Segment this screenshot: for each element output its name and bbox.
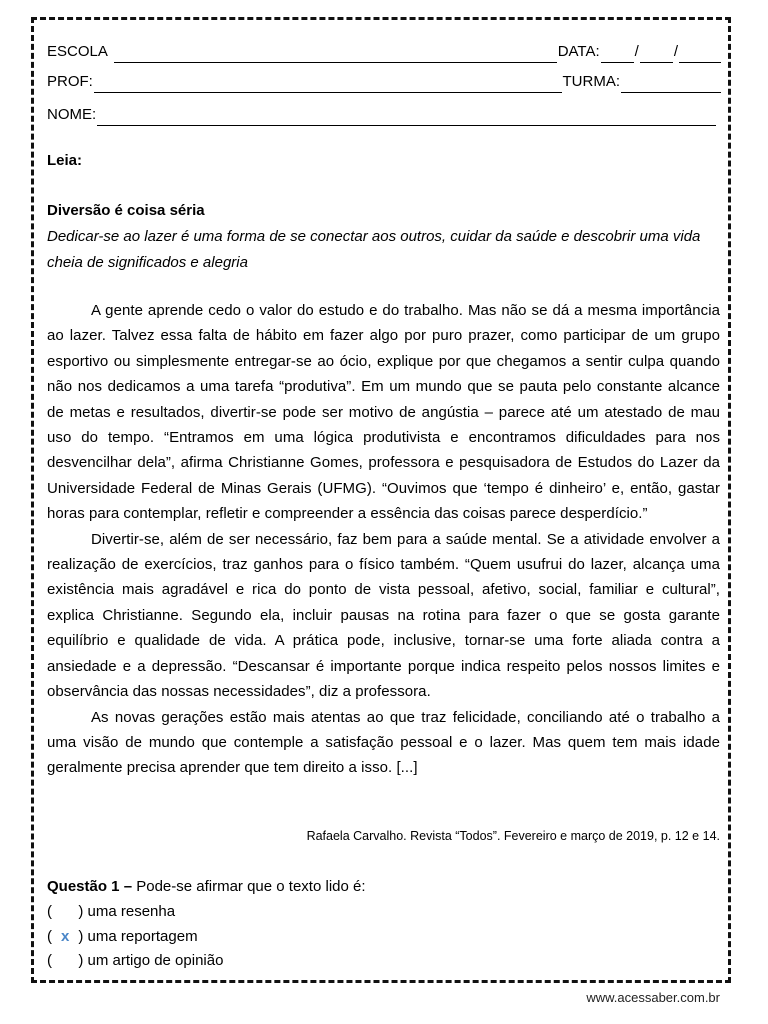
article-paragraph: Divertir-se, além de ser necessário, faz bem para a saúde mental. Se a atividade envolver a realização de exercícios, traz ganhos para o físico também. “Quem usufrui do lazer, alcança uma existência mais agradável e rica do ponto de vista pessoal, afetivo, social, familiar e cultural”, explica Christianne. Segundo ela, incluir pausas na rotina para fazer o que se gosta garante equilíbrio e qualidade de vida. A prática pode, inclusive, tornar-se uma forte aliada contra a ansiedade e a depressão. “Descansar é importante porque indica respeito pelos nossos limites e observância das nossas necessidades”, diz a professora. bbox=[47, 530, 720, 701]
school-label: ESCOLA bbox=[47, 43, 108, 60]
option-row[interactable] bbox=[47, 901, 175, 923]
prof-row bbox=[47, 71, 722, 93]
name-row bbox=[47, 104, 717, 126]
name-field[interactable] bbox=[97, 110, 716, 126]
option-close-paren: ) bbox=[78, 903, 84, 920]
article-credit: Rafaela Carvalho. Revista “Todos”. Fevereiro e março de 2019, p. 12 e 14. bbox=[306, 829, 720, 843]
option-close-paren: ) bbox=[78, 952, 84, 969]
option-open-paren: ( bbox=[47, 952, 52, 969]
option-row[interactable] bbox=[47, 950, 223, 972]
option-row[interactable] bbox=[47, 926, 198, 948]
class-field[interactable] bbox=[621, 77, 721, 93]
prof-label: PROF: bbox=[47, 73, 93, 90]
site-url[interactable]: www.acessaber.com.br bbox=[586, 990, 720, 1005]
date-separator: / bbox=[634, 43, 639, 60]
article-body bbox=[47, 298, 720, 781]
school-field[interactable] bbox=[114, 47, 557, 63]
option-label: uma resenha bbox=[87, 903, 176, 920]
date-year-field[interactable] bbox=[679, 47, 721, 63]
prof-field[interactable] bbox=[94, 77, 562, 93]
option-open-paren: ( bbox=[47, 928, 52, 945]
option-open-paren: ( bbox=[47, 903, 52, 920]
instruction: Leia: bbox=[47, 152, 83, 169]
question-prompt: Pode-se afirmar que o texto lido é: bbox=[136, 878, 366, 895]
question-prompt-row bbox=[47, 876, 366, 898]
question-number: Questão 1 – bbox=[47, 878, 133, 895]
option-label: um artigo de opinião bbox=[87, 952, 224, 969]
option-mark-checked[interactable]: x bbox=[61, 928, 70, 945]
date-month-field[interactable] bbox=[640, 47, 673, 63]
article-subtitle: Dedicar-se ao lazer é uma forma de se conectar aos outros, cuidar da saúde e descobrir uma vida cheia de significados e alegria bbox=[47, 228, 701, 271]
option-label: uma reportagem bbox=[87, 928, 198, 945]
date-separator: / bbox=[673, 43, 678, 60]
class-label: TURMA: bbox=[562, 73, 620, 90]
name-label: NOME: bbox=[47, 106, 97, 123]
article-paragraph: A gente aprende cedo o valor do estudo e do trabalho. Mas não se dá a mesma importância ao lazer. Talvez essa falta de hábito em fazer algo por puro prazer, como participar de um grupo esportivo ou simplesmente entregar-se ao ócio, explique por que chegamos a sentir culpa quando não nos dedicamos a uma tarefa “produtiva”. Em um mundo que se pauta pelo constante alcance de metas e resultados, divertir-se pode ser motivo de angústia – parece até um atestado de mau uso do tempo. “Entramos em uma lógica produtivista e encontramos dificuldades para nos desvencilhar dela”, afirma Christianne Gomes, professora e pesquisadora de Estudos do Lazer da Universidade Federal de Minas Gerais (UFMG). “Ouvimos que ‘tempo é dinheiro’ e, então, gastar horas para contemplar, refletir e compreender a essência das coisas parece desperdício.” bbox=[47, 302, 720, 523]
option-close-paren: ) bbox=[78, 928, 84, 945]
school-row bbox=[47, 41, 722, 63]
article-paragraph: As novas gerações estão mais atentas ao que traz felicidade, conciliando até o trabalho a uma visão de mundo que contemple a satisfação pessoal e o lazer. Mas quem tem mais idade geralmente precisa aprender que tem direito a isso. [...] bbox=[47, 708, 720, 777]
article-title: Diversão é coisa séria bbox=[47, 202, 205, 219]
date-day-field[interactable] bbox=[601, 47, 634, 63]
date-label: DATA: bbox=[557, 43, 600, 60]
